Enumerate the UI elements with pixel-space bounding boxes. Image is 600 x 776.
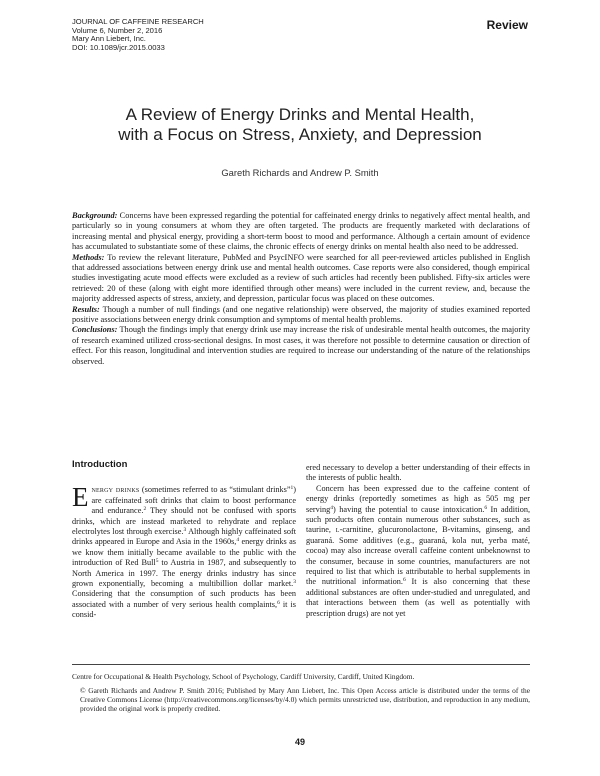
text-segment: It is also concerning that these additional substances are often under-studied and unregulated, and that interactions between them (as well as potentially with prescription drugs) are not yet xyxy=(306,577,530,618)
reference-marker[interactable]: 6 xyxy=(484,504,488,511)
abstract-label: Conclusions: xyxy=(72,325,118,335)
text-segment: ) xyxy=(293,485,296,495)
license-text: © Gareth Richards and Andrew P. Smith 2016; Published by Mary Ann Liebert, Inc. This Open Access article is distributed under the terms of the Creative Commons License (http://creativecommons.org/licenses/by/4.0) which permits unrestricted use, distribution, and reproduction in any medium, provided the original work is properly credited. xyxy=(80,686,530,713)
reference-marker[interactable]: 2 xyxy=(143,506,147,513)
reference-marker[interactable]: 3 xyxy=(293,579,296,586)
text-segment: Concern has been expressed due to the caffeine content of energy drinks (reportedly sometimes as high as 505 mg per serving xyxy=(306,483,530,514)
reference-marker[interactable]: 3 xyxy=(183,527,187,534)
intro-paragraph-continued: ered necessary to develop a better understanding of their effects in the interests of public health. xyxy=(306,463,530,483)
text-segment: In addition, such products often contain numerous other substances, such as taurine, xyxy=(306,504,531,535)
text-segment: energy drinks as we know them initially became available to the public with the introduction of Red Bull xyxy=(72,537,297,568)
intro-paragraph-2 xyxy=(306,484,530,619)
abstract-text: Though the findings imply that energy drink use may increase the risk of undesirable mental health outcomes, the majority of research examined utilized cross-sectional designs. In most cases, it was therefore not possible to determine causation or direction of effect. For this reason, longitudinal and intervention studies are required to increase our understanding of the nature of the relationships observed. xyxy=(72,325,530,366)
article-title xyxy=(60,105,540,145)
abstract-label: Background: xyxy=(72,211,118,220)
reference-marker[interactable]: 5 xyxy=(155,558,159,565)
abstract xyxy=(72,211,530,367)
body-column-left xyxy=(72,460,296,621)
page-number: 49 xyxy=(294,737,305,747)
journal-volume: Volume 6, Number 2, 2016 xyxy=(72,25,163,35)
abstract-text: Concerns have been expressed regarding the potential for caffeinated energy drinks to negatively affect mental health, and particularly so in young consumers at whom they are often targeted. The products are frequently marketed with declarations of increasing mental and physical energy, providing a short-term boost to mood and performance. Although a certain amount of evidence has accumulated to substantiate some of these claims, the chronic effects of energy drinks on mental health also need to be addressed. xyxy=(72,211,530,252)
reference-marker[interactable]: 6 xyxy=(402,577,406,584)
text-segment: ) having the potential to cause intoxication. xyxy=(333,504,485,514)
text-segment: They should not be confused with sports drinks, which are instead marketed to rehydrate and replace electrolytes lost through exercise. xyxy=(72,506,297,537)
text-segment: it is consid- xyxy=(72,599,296,620)
author-list: Gareth Richards and Andrew P. Smith xyxy=(221,167,379,178)
abstract-text: Though a number of null findings (and one negative relationship) were observed, the majority of studies examined reported positive associations between energy drink consumption and symptoms of mental health problems. xyxy=(72,304,531,325)
reference-marker[interactable]: 6 xyxy=(277,599,280,606)
reference-marker[interactable]: 4 xyxy=(236,537,240,544)
reference-marker[interactable]: 1 xyxy=(290,485,294,492)
journal-name: JOURNAL OF CAFFEINE RESEARCH xyxy=(72,17,204,26)
abstract-background xyxy=(72,211,530,253)
abstract-results xyxy=(72,305,530,326)
journal-doi[interactable]: DOI: 10.1089/jcr.2015.0033 xyxy=(72,42,165,52)
license-notice xyxy=(72,686,530,713)
reference-marker[interactable]: 4 xyxy=(330,504,334,511)
title-line-1: A Review of Energy Drinks and Mental Health, xyxy=(125,105,475,124)
article-type-label: Review xyxy=(486,18,528,32)
lead-words: nergy drinks xyxy=(91,485,140,495)
abstract-text: To review the relevant literature, PubMed and PsycINFO were searched for all peer-reviewed articles published in English that addressed associations between energy drink use and mental health outcomes. Case reports were also considered, though empirical studies investigating acute mood effects were excluded as a review of such articles had recently been published. Fifty-six articles were retrieved: 20 of these (along with eight more identified through other means) were included in the current review, and, because the majority addressed aspects of stress, anxiety, and depression, particular focus was placed on these outcomes. xyxy=(72,252,531,304)
text-segment: (sometimes referred to as “stimulant drinks” xyxy=(139,485,291,495)
abstract-methods xyxy=(72,253,530,305)
section-heading: Introduction xyxy=(72,459,128,470)
abstract-label: Methods: xyxy=(72,252,105,262)
text-segment: l xyxy=(335,525,340,535)
text-segment: Considering that the consumption of such products has been associated with a number of very serious health complaints, xyxy=(72,589,296,609)
body-column-right xyxy=(306,463,530,619)
footnote-divider xyxy=(72,664,530,665)
title-line-2: with a Focus on Stress, Anxiety, and Depression xyxy=(118,125,482,144)
author-affiliation: Centre for Occupational & Health Psychology, School of Psychology, Cardiff University, Cardiff, United Kingdom. xyxy=(72,672,415,681)
journal-header xyxy=(72,18,204,52)
abstract-conclusions xyxy=(72,325,530,367)
text-segment: are caffeinated soft drinks that claim to boost performance and endurance. xyxy=(91,495,296,516)
text-segment: to Austria in 1987, and subsequently to North America in 1997. The energy drinks industry has since grown exponentially, becoming a multibillion dollar market. xyxy=(72,558,297,589)
intro-paragraph-1 xyxy=(72,482,297,620)
text-segment: Although highly caffeinated soft drinks appeared in Europe and Asia in the 1960s, xyxy=(72,527,296,547)
text-segment: -carnitine, glucuronolactone, B-vitamins, ginseng, and guaraná. Some additives (e.g., guaraná, kola nut, yerba maté, cocoa) may also increase overall caffeine content unbeknownst to the consumer, because in some countries, manufacturers are not required to list that which is attributable to herbal supplements in the nutritional information. xyxy=(306,525,531,587)
journal-publisher: Mary Ann Liebert, Inc. xyxy=(72,34,146,44)
abstract-label: Results: xyxy=(72,304,100,314)
drop-cap: E xyxy=(72,482,89,513)
